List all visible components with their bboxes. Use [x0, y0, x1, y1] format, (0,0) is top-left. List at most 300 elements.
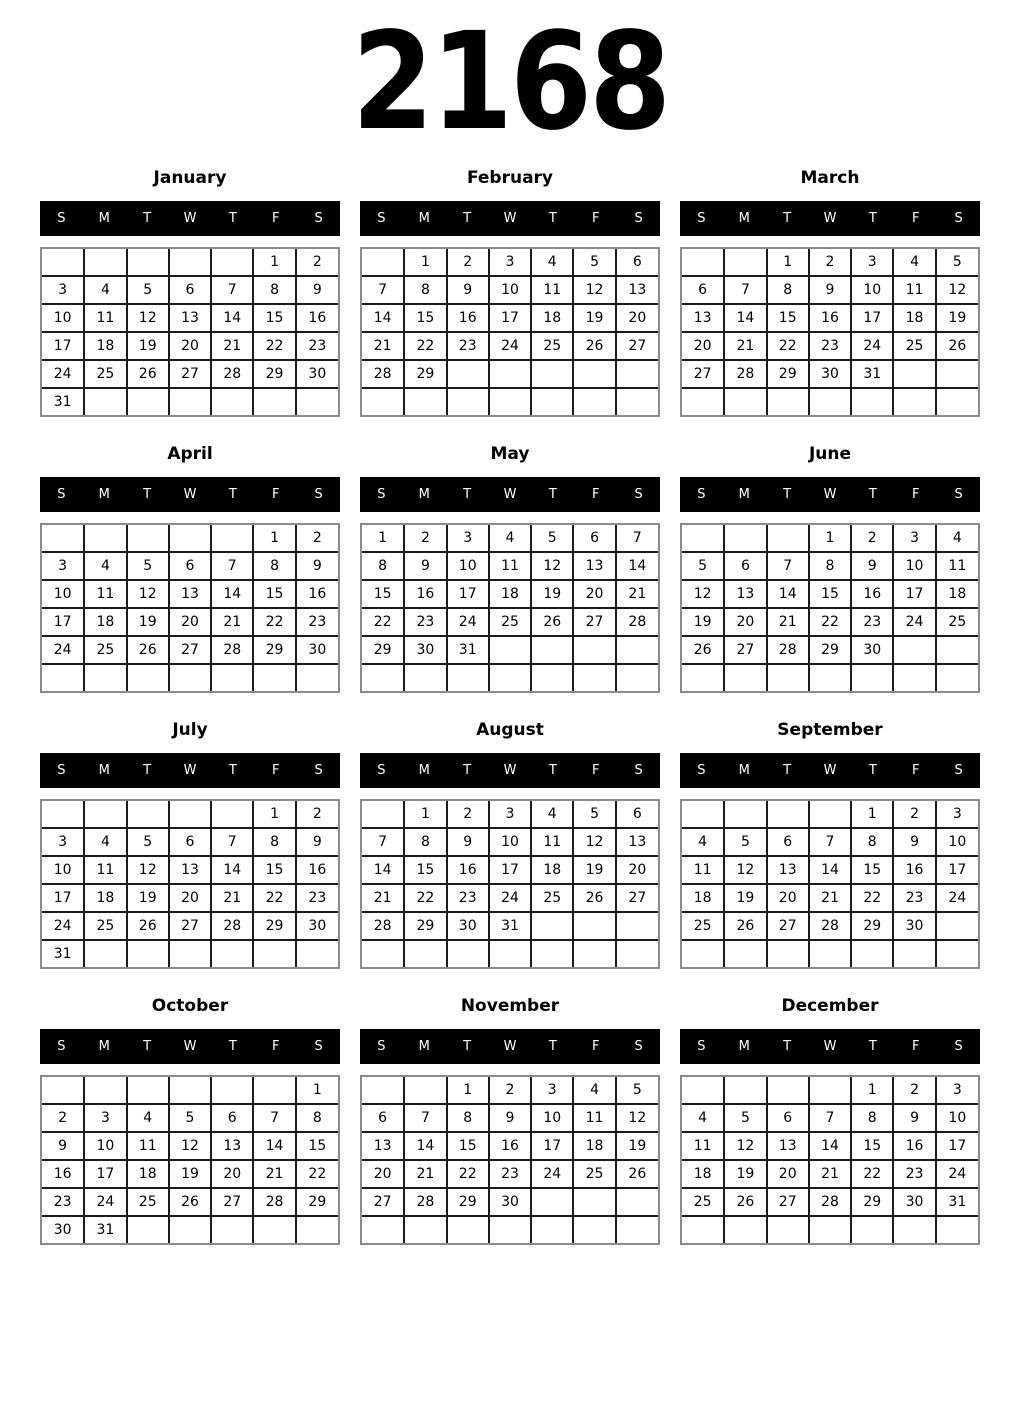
- date-cell: 27: [767, 912, 809, 940]
- date-cell: 3: [851, 249, 893, 276]
- date-cell: 18: [127, 1160, 169, 1188]
- date-cell: 4: [682, 828, 724, 856]
- date-cell: 18: [84, 332, 126, 360]
- empty-cell: [851, 388, 893, 415]
- weekday-label: T: [548, 763, 557, 778]
- date-cell: 11: [127, 1132, 169, 1160]
- date-cell: 24: [936, 884, 978, 912]
- date-cell: 27: [616, 884, 658, 912]
- date-cell: 13: [169, 580, 211, 608]
- date-table: [362, 249, 658, 415]
- weekday-label: W: [503, 211, 517, 226]
- date-cell: 30: [404, 636, 446, 664]
- empty-cell: [893, 636, 935, 664]
- date-cell: 30: [809, 360, 851, 388]
- empty-cell: [851, 940, 893, 967]
- date-cell: 19: [682, 608, 724, 636]
- date-cell: 31: [42, 940, 84, 967]
- date-cell: 18: [682, 884, 724, 912]
- date-cell: 5: [724, 1104, 766, 1132]
- date-cell: 23: [893, 884, 935, 912]
- date-cell: 15: [253, 580, 295, 608]
- date-cell: 4: [893, 249, 935, 276]
- empty-cell: [767, 388, 809, 415]
- date-cell: 29: [404, 360, 446, 388]
- date-cell: 1: [809, 525, 851, 552]
- date-cell: 7: [211, 552, 253, 580]
- date-cell: 17: [42, 608, 84, 636]
- weekday-label: S: [314, 763, 323, 778]
- date-cell: 8: [851, 1104, 893, 1132]
- date-row: [362, 304, 658, 332]
- date-cell: 23: [489, 1160, 531, 1188]
- date-cell: 19: [573, 856, 615, 884]
- date-cell: 23: [296, 608, 338, 636]
- date-row: [682, 360, 978, 388]
- weekday-label: T: [228, 211, 237, 226]
- date-cell: 25: [531, 332, 573, 360]
- weekday-label: T: [783, 763, 792, 778]
- empty-cell: [936, 388, 978, 415]
- date-cell: 12: [573, 276, 615, 304]
- date-row: [682, 856, 978, 884]
- weekday-label: S: [697, 763, 706, 778]
- weekday-label: F: [591, 1039, 600, 1054]
- date-cell: 19: [724, 884, 766, 912]
- date-cell: 15: [296, 1132, 338, 1160]
- date-cell: 28: [809, 1188, 851, 1216]
- empty-cell: [169, 1077, 211, 1104]
- empty-cell: [936, 1216, 978, 1243]
- date-cell: 27: [169, 360, 211, 388]
- date-cell: 24: [42, 912, 84, 940]
- date-cell: 7: [253, 1104, 295, 1132]
- empty-cell: [253, 1216, 295, 1243]
- weekday-header: [360, 477, 660, 512]
- date-cell: 3: [447, 525, 489, 552]
- empty-cell: [616, 388, 658, 415]
- date-cell: 11: [84, 580, 126, 608]
- date-cell: 30: [893, 912, 935, 940]
- date-row: [42, 525, 338, 552]
- date-cell: 19: [573, 304, 615, 332]
- empty-cell: [447, 940, 489, 967]
- weekday-header: [40, 477, 340, 512]
- date-cell: 21: [724, 332, 766, 360]
- empty-cell: [809, 1216, 851, 1243]
- date-row: [42, 360, 338, 388]
- date-cell: 12: [682, 580, 724, 608]
- empty-cell: [809, 801, 851, 828]
- date-cell: 14: [253, 1132, 295, 1160]
- date-cell: 17: [851, 304, 893, 332]
- weekday-label: W: [823, 763, 837, 778]
- weekday-label: M: [418, 487, 430, 502]
- weekday-label: F: [911, 763, 920, 778]
- date-cell: 12: [724, 1132, 766, 1160]
- weekday-label: S: [954, 487, 963, 502]
- empty-cell: [489, 940, 531, 967]
- date-cell: 9: [447, 276, 489, 304]
- weekday-header: [680, 201, 980, 236]
- weekday-label: S: [697, 211, 706, 226]
- date-cell: 30: [447, 912, 489, 940]
- date-cell: 20: [682, 332, 724, 360]
- date-cell: 24: [936, 1160, 978, 1188]
- date-cell: 5: [724, 828, 766, 856]
- date-cell: 1: [447, 1077, 489, 1104]
- empty-cell: [616, 1188, 658, 1216]
- empty-cell: [682, 940, 724, 967]
- date-row: [682, 552, 978, 580]
- date-cell: 4: [84, 552, 126, 580]
- weekday-label: M: [98, 487, 110, 502]
- date-cell: 3: [531, 1077, 573, 1104]
- month-title: October: [151, 996, 229, 1016]
- date-table: [362, 525, 658, 691]
- date-row: [42, 1104, 338, 1132]
- date-cell: 22: [253, 608, 295, 636]
- date-cell: 27: [211, 1188, 253, 1216]
- date-cell: 20: [767, 1160, 809, 1188]
- date-cell: 2: [447, 249, 489, 276]
- date-row: [42, 304, 338, 332]
- date-cell: 5: [531, 525, 573, 552]
- date-cell: 12: [724, 856, 766, 884]
- empty-cell: [362, 664, 404, 691]
- weekday-label: T: [868, 211, 877, 226]
- empty-cell: [211, 801, 253, 828]
- date-cell: 18: [84, 884, 126, 912]
- empty-cell: [84, 249, 126, 276]
- date-table: [682, 525, 978, 691]
- date-cell: 6: [767, 828, 809, 856]
- weekday-header: [360, 201, 660, 236]
- date-cell: 6: [616, 801, 658, 828]
- empty-cell: [724, 525, 766, 552]
- empty-cell: [893, 1216, 935, 1243]
- date-cell: 6: [573, 525, 615, 552]
- date-cell: 28: [211, 636, 253, 664]
- date-row: [682, 1188, 978, 1216]
- date-table: [42, 249, 338, 415]
- date-cell: 25: [936, 608, 978, 636]
- date-cell: 7: [211, 828, 253, 856]
- date-cell: 28: [767, 636, 809, 664]
- weekday-header: [40, 753, 340, 788]
- empty-cell: [296, 388, 338, 415]
- month-title: December: [781, 996, 879, 1016]
- date-cell: 18: [936, 580, 978, 608]
- empty-cell: [42, 525, 84, 552]
- month-title: August: [476, 720, 544, 740]
- empty-cell: [682, 388, 724, 415]
- date-cell: 17: [893, 580, 935, 608]
- empty-cell: [682, 525, 724, 552]
- date-row: [42, 249, 338, 276]
- weekday-label: T: [868, 763, 877, 778]
- empty-cell: [169, 664, 211, 691]
- date-row: [362, 828, 658, 856]
- date-cell: 26: [573, 884, 615, 912]
- empty-cell: [489, 1216, 531, 1243]
- date-row: [682, 828, 978, 856]
- date-cell: 23: [296, 332, 338, 360]
- date-table: [362, 1077, 658, 1243]
- weekday-label: T: [228, 1039, 237, 1054]
- empty-cell: [573, 664, 615, 691]
- date-cell: 20: [767, 884, 809, 912]
- date-cell: 8: [851, 828, 893, 856]
- empty-cell: [404, 1216, 446, 1243]
- date-row: [682, 884, 978, 912]
- empty-cell: [767, 801, 809, 828]
- date-cell: 29: [296, 1188, 338, 1216]
- weekday-label: T: [783, 487, 792, 502]
- month-block: [40, 996, 340, 1245]
- date-grid: [360, 1075, 660, 1245]
- date-cell: 13: [169, 304, 211, 332]
- empty-cell: [127, 1216, 169, 1243]
- date-row: [42, 1077, 338, 1104]
- empty-cell: [84, 664, 126, 691]
- weekday-label: W: [183, 1039, 197, 1054]
- date-cell: 20: [362, 1160, 404, 1188]
- date-cell: 23: [447, 884, 489, 912]
- date-grid: [360, 799, 660, 969]
- empty-cell: [211, 940, 253, 967]
- date-grid: [680, 247, 980, 417]
- empty-cell: [531, 1216, 573, 1243]
- date-cell: 12: [127, 580, 169, 608]
- month-title: February: [466, 168, 554, 188]
- date-row: [362, 332, 658, 360]
- date-row: [362, 856, 658, 884]
- date-row: [682, 332, 978, 360]
- date-cell: 10: [84, 1132, 126, 1160]
- date-cell: 21: [767, 608, 809, 636]
- date-cell: 10: [42, 856, 84, 884]
- date-cell: 30: [296, 636, 338, 664]
- date-cell: 24: [447, 608, 489, 636]
- weekday-label: T: [548, 487, 557, 502]
- date-cell: 8: [447, 1104, 489, 1132]
- date-grid: [360, 523, 660, 693]
- weekday-label: T: [548, 211, 557, 226]
- weekday-label: W: [503, 487, 517, 502]
- empty-cell: [893, 360, 935, 388]
- date-cell: 1: [851, 801, 893, 828]
- date-cell: 11: [682, 856, 724, 884]
- date-cell: 25: [573, 1160, 615, 1188]
- weekday-label: T: [463, 1039, 472, 1054]
- date-cell: 25: [127, 1188, 169, 1216]
- date-row: [362, 580, 658, 608]
- date-cell: 27: [767, 1188, 809, 1216]
- empty-cell: [253, 940, 295, 967]
- empty-cell: [404, 388, 446, 415]
- month-title: May: [490, 444, 530, 464]
- date-cell: 10: [489, 276, 531, 304]
- date-cell: 6: [169, 828, 211, 856]
- date-cell: 8: [404, 276, 446, 304]
- date-cell: 22: [362, 608, 404, 636]
- date-cell: 24: [851, 332, 893, 360]
- date-cell: 17: [489, 304, 531, 332]
- date-cell: 29: [851, 1188, 893, 1216]
- date-cell: 1: [362, 525, 404, 552]
- date-cell: 10: [531, 1104, 573, 1132]
- date-cell: 11: [489, 552, 531, 580]
- date-cell: 18: [573, 1132, 615, 1160]
- empty-cell: [296, 1216, 338, 1243]
- month-title: March: [800, 168, 860, 188]
- date-row: [42, 912, 338, 940]
- date-cell: 11: [531, 828, 573, 856]
- weekday-label: M: [738, 1039, 750, 1054]
- weekday-label: S: [314, 211, 323, 226]
- date-cell: 22: [447, 1160, 489, 1188]
- date-cell: 8: [253, 552, 295, 580]
- weekday-label: F: [271, 1039, 280, 1054]
- date-cell: 31: [489, 912, 531, 940]
- date-cell: 7: [809, 1104, 851, 1132]
- date-cell: 16: [296, 304, 338, 332]
- empty-cell: [42, 249, 84, 276]
- date-cell: 17: [489, 856, 531, 884]
- date-cell: 21: [362, 884, 404, 912]
- date-cell: 31: [42, 388, 84, 415]
- date-row: [42, 552, 338, 580]
- date-cell: 30: [42, 1216, 84, 1243]
- date-cell: 16: [447, 304, 489, 332]
- date-cell: 31: [84, 1216, 126, 1243]
- date-row: [42, 856, 338, 884]
- weekday-label: M: [738, 763, 750, 778]
- date-cell: 10: [42, 580, 84, 608]
- date-cell: 11: [531, 276, 573, 304]
- empty-cell: [404, 664, 446, 691]
- empty-cell: [724, 664, 766, 691]
- weekday-label: M: [418, 211, 430, 226]
- date-cell: 28: [253, 1188, 295, 1216]
- weekday-label: T: [228, 763, 237, 778]
- empty-cell: [84, 525, 126, 552]
- date-cell: 4: [573, 1077, 615, 1104]
- date-cell: 3: [84, 1104, 126, 1132]
- date-cell: 22: [767, 332, 809, 360]
- date-row: [682, 608, 978, 636]
- date-cell: 29: [767, 360, 809, 388]
- empty-cell: [682, 1077, 724, 1104]
- empty-cell: [936, 636, 978, 664]
- date-cell: 7: [767, 552, 809, 580]
- month-block: [40, 720, 340, 969]
- weekday-label: S: [314, 487, 323, 502]
- date-cell: 13: [169, 856, 211, 884]
- weekday-label: F: [591, 211, 600, 226]
- date-cell: 16: [809, 304, 851, 332]
- empty-cell: [767, 525, 809, 552]
- date-cell: 27: [616, 332, 658, 360]
- date-row: [42, 276, 338, 304]
- weekday-label: T: [143, 763, 152, 778]
- empty-cell: [616, 636, 658, 664]
- date-cell: 18: [893, 304, 935, 332]
- date-cell: 27: [169, 636, 211, 664]
- date-cell: 26: [724, 1188, 766, 1216]
- date-cell: 25: [893, 332, 935, 360]
- weekday-label: F: [271, 211, 280, 226]
- weekday-label: T: [463, 487, 472, 502]
- date-cell: 10: [489, 828, 531, 856]
- date-row: [362, 664, 658, 691]
- date-row: [42, 801, 338, 828]
- date-cell: 16: [42, 1160, 84, 1188]
- empty-cell: [127, 1077, 169, 1104]
- date-cell: 21: [616, 580, 658, 608]
- weekday-label: W: [823, 487, 837, 502]
- date-cell: 16: [296, 856, 338, 884]
- date-cell: 26: [616, 1160, 658, 1188]
- date-grid: [40, 1075, 340, 1245]
- month-block: [40, 444, 340, 693]
- date-row: [362, 636, 658, 664]
- weekday-label: T: [783, 211, 792, 226]
- date-cell: 28: [362, 360, 404, 388]
- weekday-label: T: [463, 211, 472, 226]
- date-cell: 24: [489, 884, 531, 912]
- month-title: January: [153, 168, 227, 188]
- date-cell: 13: [211, 1132, 253, 1160]
- weekday-label: W: [183, 763, 197, 778]
- date-cell: 11: [682, 1132, 724, 1160]
- date-cell: 29: [447, 1188, 489, 1216]
- empty-cell: [724, 249, 766, 276]
- date-cell: 12: [127, 304, 169, 332]
- empty-cell: [253, 1077, 295, 1104]
- empty-cell: [724, 1216, 766, 1243]
- date-cell: 6: [767, 1104, 809, 1132]
- date-cell: 14: [809, 1132, 851, 1160]
- date-cell: 29: [809, 636, 851, 664]
- date-cell: 23: [447, 332, 489, 360]
- date-row: [362, 525, 658, 552]
- weekday-header: [680, 477, 980, 512]
- date-cell: 8: [296, 1104, 338, 1132]
- empty-cell: [296, 664, 338, 691]
- date-cell: 22: [404, 332, 446, 360]
- weekday-label: F: [591, 763, 600, 778]
- date-cell: 20: [724, 608, 766, 636]
- date-cell: 2: [893, 801, 935, 828]
- empty-cell: [893, 664, 935, 691]
- date-cell: 28: [616, 608, 658, 636]
- month-block: [360, 168, 660, 417]
- date-cell: 3: [489, 801, 531, 828]
- empty-cell: [489, 636, 531, 664]
- date-cell: 14: [362, 856, 404, 884]
- date-cell: 25: [682, 1188, 724, 1216]
- date-row: [682, 636, 978, 664]
- empty-cell: [447, 664, 489, 691]
- empty-cell: [809, 940, 851, 967]
- weekday-label: S: [57, 763, 66, 778]
- weekday-header: [360, 753, 660, 788]
- date-cell: 30: [851, 636, 893, 664]
- empty-cell: [362, 940, 404, 967]
- date-cell: 26: [573, 332, 615, 360]
